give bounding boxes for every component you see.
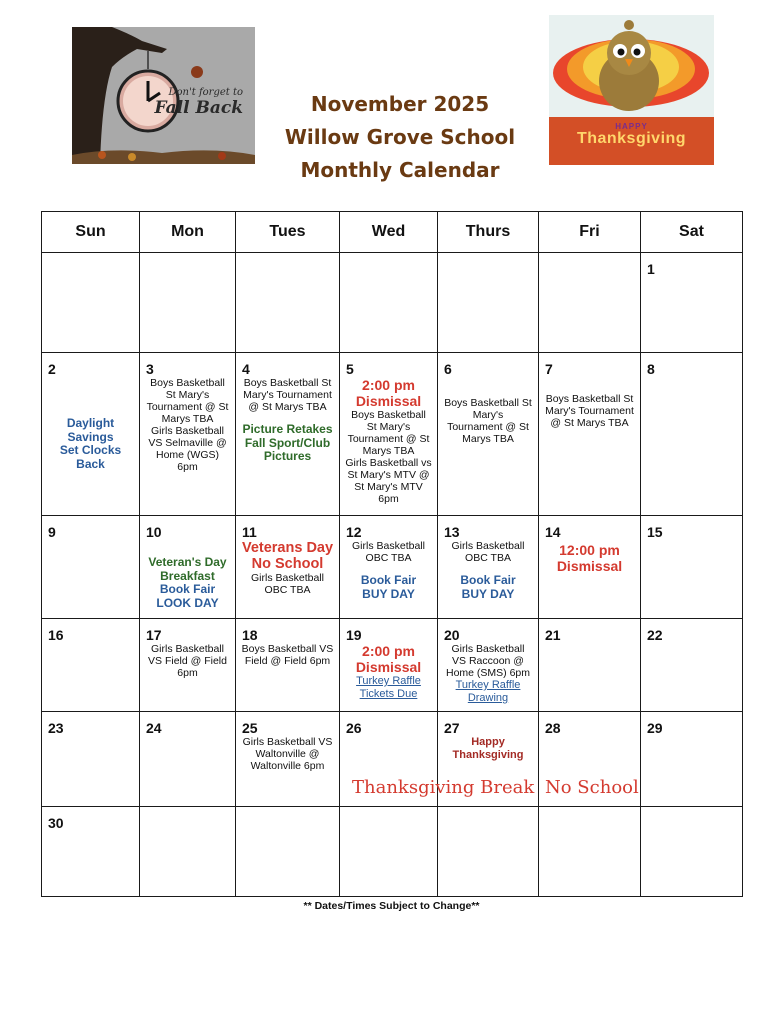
day-cell-empty <box>539 807 641 897</box>
day-number: 22 <box>647 627 663 643</box>
day-number: 11 <box>242 524 257 540</box>
event-text: Boys Basketball <box>150 377 225 389</box>
event-picture-retakes: Fall Sport/Club <box>244 435 331 450</box>
title-month: November 2025 <box>310 92 490 116</box>
day-number: 17 <box>146 627 162 643</box>
event-veterans-day: Veterans Day <box>241 540 334 556</box>
event-veterans-breakfast: Veteran's Day <box>148 555 227 569</box>
day-cell-4 <box>236 353 340 516</box>
day-cell-25 <box>236 712 340 807</box>
day-cell-15 <box>641 516 743 619</box>
day-events <box>140 353 235 475</box>
day-events <box>340 353 437 507</box>
event-picture-retakes: Picture Retakes <box>242 422 333 436</box>
event-text: Waltonville @ <box>255 748 320 760</box>
day-cell-empty <box>641 807 743 897</box>
event-daylight: Daylight <box>66 416 115 430</box>
day-events <box>236 353 339 466</box>
event-text: Girls Basketball <box>352 540 425 552</box>
day-number: 5 <box>346 361 354 377</box>
event-text: OBC TBA <box>264 584 311 596</box>
event-text: Field @ Field 6pm <box>244 655 331 667</box>
day-cell-empty <box>340 253 438 353</box>
day-cell-21 <box>539 619 641 712</box>
day-number: 10 <box>146 524 162 540</box>
week-row <box>42 619 743 712</box>
event-picture-retakes: Pictures <box>263 449 312 463</box>
tickets-due-link[interactable]: Tickets Due <box>359 688 418 700</box>
event-text: Waltonville 6pm <box>250 760 325 772</box>
event-text: Boys Basketball St <box>545 393 634 405</box>
day-cell-empty <box>236 253 340 353</box>
event-text: Tournament @ St <box>146 401 229 413</box>
event-text: 6pm <box>378 493 399 505</box>
weekday-mon: Mon <box>140 212 236 253</box>
event-happy-thanksgiving: Thanksgiving <box>452 749 524 761</box>
event-text: St Mary's <box>366 421 411 433</box>
weekday-wed: Wed <box>340 212 438 253</box>
day-number: 28 <box>545 720 561 736</box>
day-cell-empty <box>140 807 236 897</box>
event-text: Mary's Tournament <box>243 389 332 401</box>
day-cell-empty <box>236 807 340 897</box>
thanksgiving-break-text: Thanksgiving Break <box>352 777 535 798</box>
event-text: Tournament @ St <box>347 433 430 445</box>
day-cell-3 <box>140 353 236 516</box>
event-text: 6pm <box>177 667 198 679</box>
day-number: 21 <box>545 627 561 643</box>
day-number: 13 <box>444 524 460 540</box>
day-number: 24 <box>146 720 162 736</box>
event-text: 6pm <box>177 461 198 473</box>
weekday-sat: Sat <box>641 212 743 253</box>
day-cell-12 <box>340 516 438 619</box>
no-school-text: No School <box>545 777 639 798</box>
event-text: St Mary's <box>165 389 210 401</box>
event-text: Marys TBA <box>362 445 415 457</box>
day-cell-empty <box>340 807 438 897</box>
day-number: 26 <box>346 720 362 736</box>
event-text: @ St Marys TBA <box>550 417 629 429</box>
event-text: OBC TBA <box>465 552 511 564</box>
event-text: @ St Marys TBA <box>248 401 327 413</box>
event-no-school: No School <box>251 556 324 572</box>
day-number: 16 <box>48 627 64 643</box>
event-dismissal-time: 12:00 pm <box>559 542 620 558</box>
day-number: 3 <box>146 361 154 377</box>
event-text: Girls Basketball VS <box>242 736 333 748</box>
day-cell-5 <box>340 353 438 516</box>
event-dismissal: Dismissal <box>556 558 623 574</box>
day-number: 27 <box>444 720 460 736</box>
day-cell-19 <box>340 619 438 712</box>
event-text: Mary's <box>472 409 504 421</box>
day-number: 1 <box>647 261 655 277</box>
event-text: Boys Basketball <box>351 409 426 421</box>
day-number: 12 <box>346 524 362 540</box>
event-veterans-breakfast: Breakfast <box>160 568 215 583</box>
day-cell-10 <box>140 516 236 619</box>
day-number: 25 <box>242 720 258 736</box>
day-cell-14 <box>539 516 641 619</box>
footer-note: ** Dates/Times Subject to Change** <box>303 900 480 912</box>
day-number: 20 <box>444 627 460 643</box>
day-cell-16 <box>42 619 140 712</box>
day-number: 15 <box>647 524 663 540</box>
day-cell-24 <box>140 712 236 807</box>
day-number: 19 <box>346 627 362 643</box>
day-cell-13 <box>438 516 539 619</box>
day-cell-9 <box>42 516 140 619</box>
event-text: Girls Basketball vs <box>345 457 432 469</box>
event-text: St Mary's MTV <box>354 481 423 493</box>
week-row <box>42 253 743 353</box>
event-happy-thanksgiving: Happy <box>471 736 505 748</box>
drawing-link[interactable]: Drawing <box>467 692 509 704</box>
day-cell-30 <box>42 807 140 897</box>
day-cell-11 <box>236 516 340 619</box>
day-number: 14 <box>545 524 561 540</box>
event-text: Marys TBA <box>161 413 214 425</box>
weekday-fri: Fri <box>539 212 641 253</box>
event-text: Girls Basketball <box>151 643 224 655</box>
event-dismissal: Dismissal <box>355 659 422 675</box>
day-cell-17 <box>140 619 236 712</box>
event-savings: Savings <box>67 429 114 444</box>
day-number: 23 <box>48 720 64 736</box>
day-cell-2 <box>42 353 140 516</box>
title-school: Willow Grove School <box>284 125 516 149</box>
event-text: Tournament @ St <box>447 421 529 433</box>
event-text: VS Raccoon @ <box>452 655 524 667</box>
event-back: Back <box>76 456 105 471</box>
title-calendar: Monthly Calendar <box>300 158 500 182</box>
event-look-day: LOOK DAY <box>156 595 219 610</box>
week-row <box>42 516 743 619</box>
day-cell-23 <box>42 712 140 807</box>
event-book-fair: Book Fair <box>460 573 516 587</box>
banner-happy-text: HAPPY <box>615 122 648 131</box>
event-dismissal: Dismissal <box>355 393 422 409</box>
day-number: 18 <box>242 627 258 643</box>
weekday-tue: Tues <box>236 212 340 253</box>
weekday-header-row <box>42 212 743 253</box>
day-cell-18 <box>236 619 340 712</box>
day-number: 9 <box>48 524 56 540</box>
day-cell-6 <box>438 353 539 516</box>
weekday-thu: Thurs <box>438 212 539 253</box>
event-buy-day: BUY DAY <box>461 586 515 601</box>
event-text: Marys TBA <box>462 433 514 445</box>
day-number: 8 <box>647 361 655 377</box>
event-buy-day: BUY DAY <box>362 586 415 601</box>
day-cell-1 <box>641 253 743 353</box>
event-text: Boys Basketball VS <box>241 643 334 655</box>
event-text: Boys Basketball St <box>243 377 332 389</box>
turkey-icon <box>549 15 714 120</box>
event-text: St Mary's MTV @ <box>347 469 430 481</box>
day-events <box>539 353 640 431</box>
day-number: 6 <box>444 361 452 377</box>
day-cell-29 <box>641 712 743 807</box>
event-text: Girls Basketball <box>251 572 324 584</box>
day-cell-empty <box>42 253 140 353</box>
turkey-raffle-link[interactable]: Turkey Raffle <box>455 679 521 691</box>
weekday-sun: Sun <box>42 212 140 253</box>
event-text: Mary's Tournament <box>545 405 634 417</box>
week-row <box>42 353 743 516</box>
event-text: Home (SMS) 6pm <box>445 667 530 679</box>
banner-thanksgiving-text: Thanksgiving <box>576 130 687 147</box>
event-text: Girls Basketball <box>151 425 224 437</box>
day-cell-7 <box>539 353 641 516</box>
day-cell-empty <box>438 807 539 897</box>
turkey-raffle-link[interactable]: Turkey Raffle <box>356 675 421 687</box>
calendar-title-block <box>260 88 540 187</box>
event-text: VS Selmaville @ <box>148 437 227 449</box>
thanksgiving-banner <box>549 117 714 165</box>
event-text: Home (WGS) <box>156 449 219 461</box>
fall-back-clock-image <box>72 27 255 164</box>
event-dismissal-time: 2:00 pm <box>362 377 415 393</box>
event-book-fair: Book Fair <box>360 573 417 587</box>
day-number: 7 <box>545 361 553 377</box>
day-number: 2 <box>48 361 56 377</box>
day-number: 30 <box>48 815 64 831</box>
event-text: VS Field @ Field <box>148 655 227 667</box>
event-text: Girls Basketball <box>451 643 525 655</box>
event-text: Boys Basketball St <box>444 397 532 409</box>
event-text: Girls Basketball <box>451 540 525 552</box>
day-cell-20 <box>438 619 539 712</box>
thanksgiving-turkey-image <box>549 15 714 165</box>
day-cell-22 <box>641 619 743 712</box>
day-events <box>42 353 139 473</box>
day-cell-empty <box>539 253 641 353</box>
fall-back-small-text: Don't forget to <box>168 87 243 98</box>
event-dismissal-time: 2:00 pm <box>362 643 415 659</box>
fall-back-big-text: Fall Back <box>154 98 243 118</box>
fall-back-caption <box>154 87 243 118</box>
day-cell-empty <box>140 253 236 353</box>
event-set-clocks: Set Clocks <box>59 443 122 457</box>
day-number: 29 <box>647 720 663 736</box>
week-row <box>42 807 743 897</box>
day-number: 4 <box>242 361 250 377</box>
day-cell-empty <box>438 253 539 353</box>
event-text: OBC TBA <box>365 552 412 564</box>
day-events <box>438 353 538 447</box>
day-cell-8 <box>641 353 743 516</box>
event-book-fair: Book Fair <box>159 582 216 596</box>
